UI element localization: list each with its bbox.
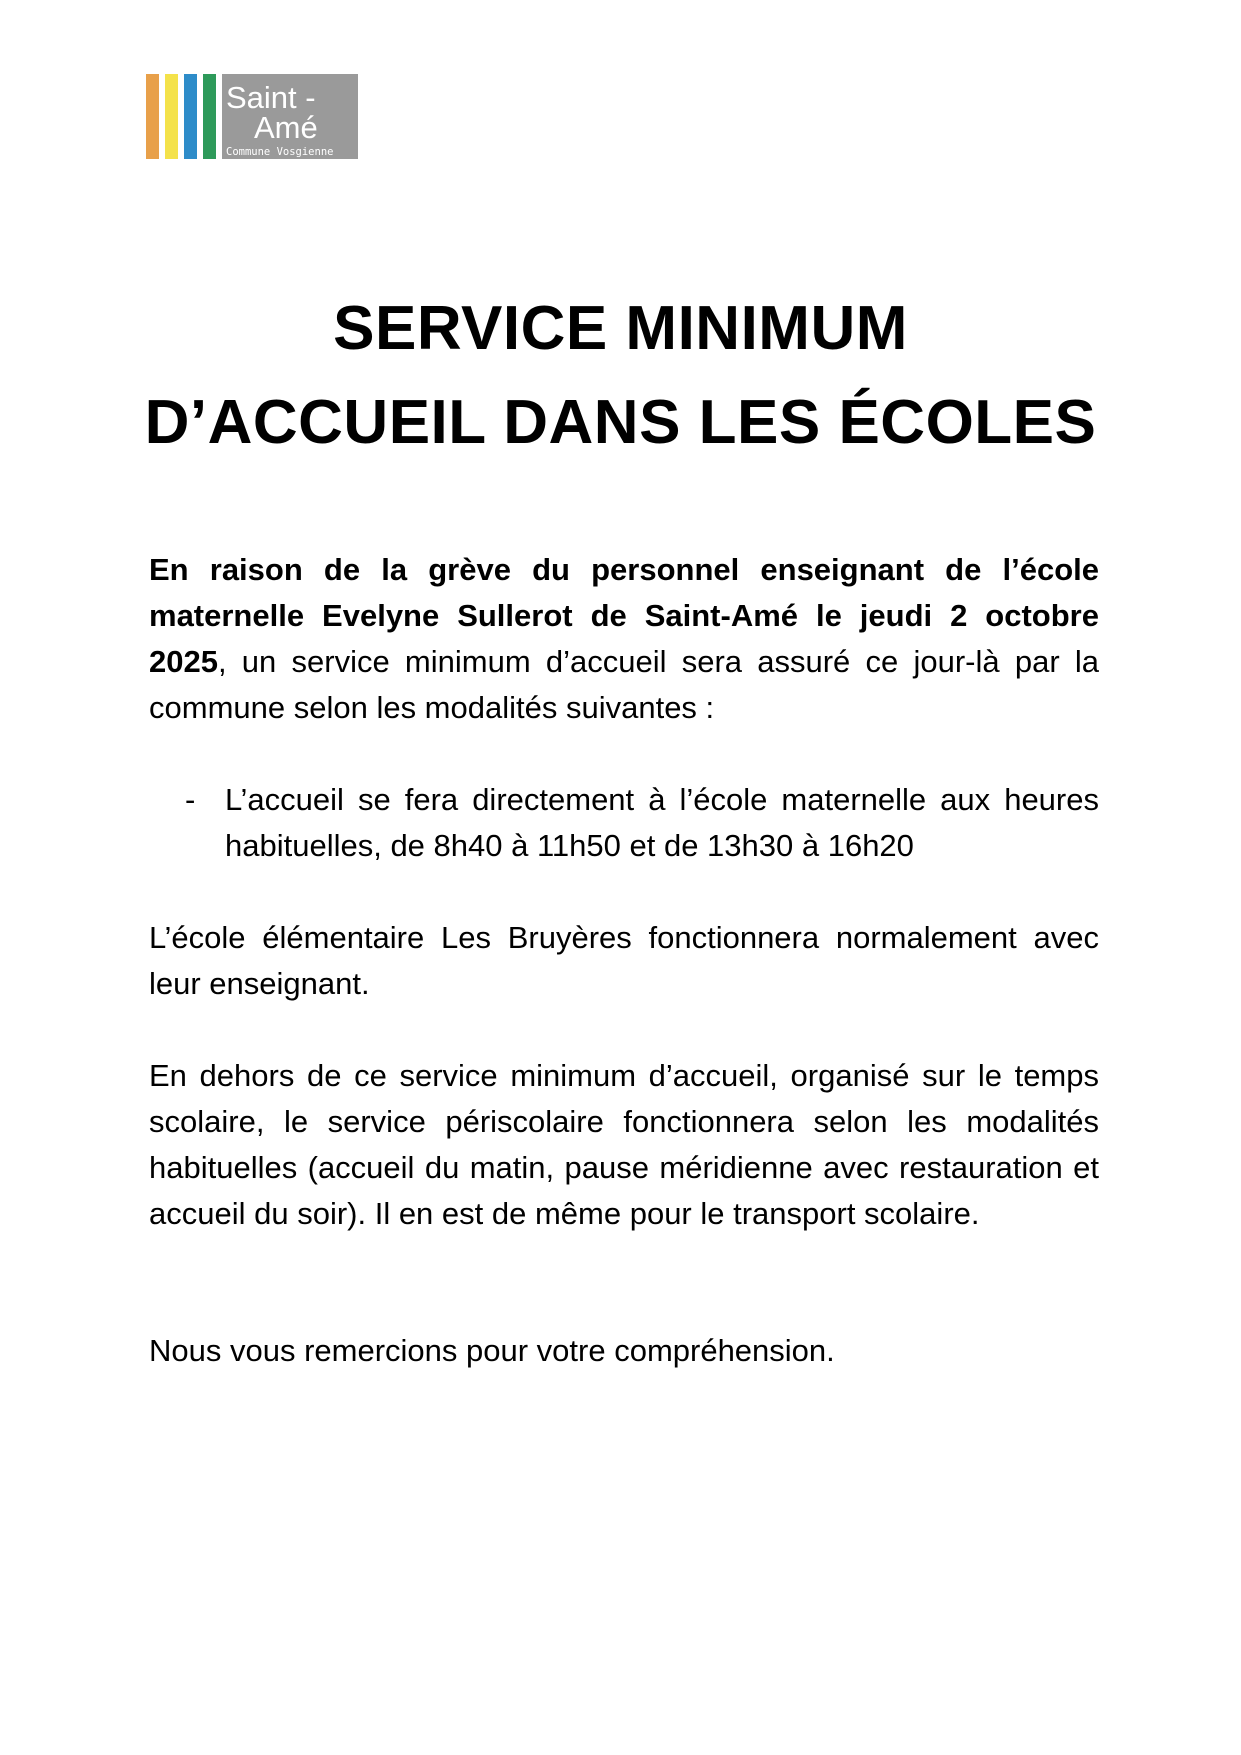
intro-paragraph bbox=[149, 547, 1099, 731]
title-line1: SERVICE MINIMUM bbox=[333, 294, 908, 363]
modalites-list bbox=[149, 777, 1099, 869]
logo-line2: Amé bbox=[254, 110, 318, 145]
saint-ame-logo bbox=[146, 74, 358, 159]
periscolaire-paragraph: En dehors de ce service minimum d’accueil, organisé sur le temps scolaire, le service périscolaire fonctionnera selon les modalités habituelles (accueil du matin, pause méridienne avec restauration et accueil du soir). Il en est de même pour le transport scolaire. bbox=[149, 1058, 1099, 1231]
intro-rest: , un service minimum d’accueil sera assuré ce jour-là par la commune selon les modalités suivantes : bbox=[149, 644, 1099, 725]
logo-stripe-orange bbox=[146, 74, 159, 159]
intro-bold: En raison de la grève du personnel enseignant de l’école maternelle Evelyne Sullerot de Saint-Amé le jeudi 2 octobre 2025 bbox=[149, 552, 1099, 679]
logo-stripe-green bbox=[203, 74, 216, 159]
logo-stripe-yellow bbox=[165, 74, 178, 159]
thanks-paragraph: Nous vous remercions pour votre compréhension. bbox=[149, 1333, 835, 1368]
bullet-dash: - bbox=[185, 782, 196, 817]
list-item bbox=[149, 777, 1099, 869]
list-item-text: L’accueil se fera directement à l’école maternelle aux heures habituelles, de 8h40 à 11h50 et de 13h30 à 16h20 bbox=[225, 782, 1099, 863]
page-title bbox=[100, 282, 1141, 470]
elementaire-paragraph: L’école élémentaire Les Bruyères fonctionnera normalement avec leur enseignant. bbox=[149, 920, 1099, 1001]
logo-tagline: Commune Vosgienne bbox=[226, 146, 334, 158]
logo-line1: Saint - bbox=[226, 80, 316, 115]
title-line2: D’ACCUEIL DANS LES ÉCOLES bbox=[144, 388, 1097, 457]
logo-stripe-blue bbox=[184, 74, 197, 159]
